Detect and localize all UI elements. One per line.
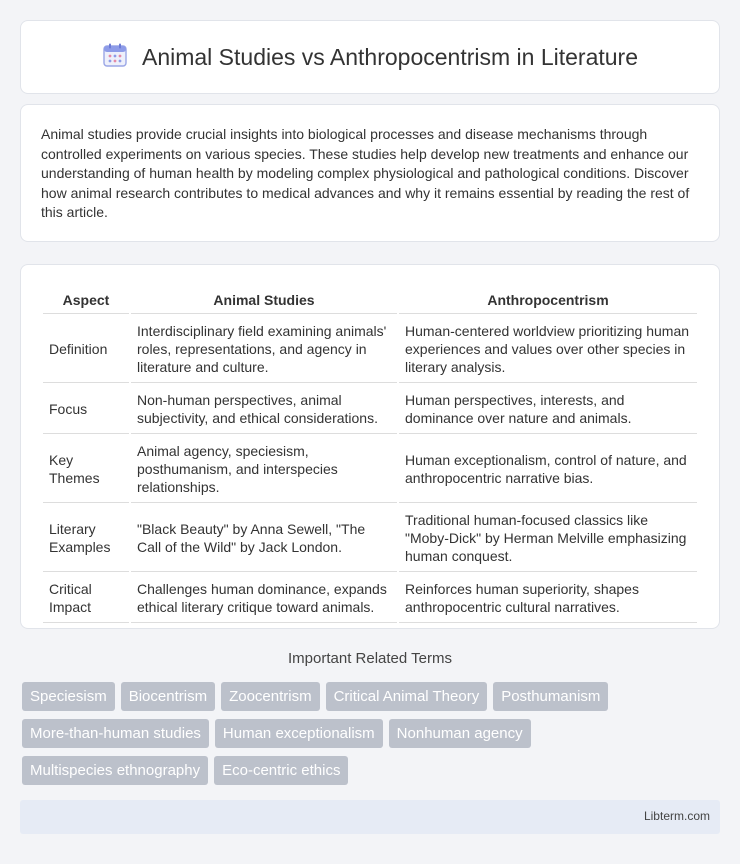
tag-human-exceptionalism[interactable]: Human exceptionalism [215, 719, 383, 748]
tag-eco-centric-ethics[interactable]: Eco-centric ethics [214, 756, 348, 785]
tag-nonhuman-agency[interactable]: Nonhuman agency [389, 719, 531, 748]
tag-more-than-human-studies[interactable]: More-than-human studies [22, 719, 209, 748]
row-animal-studies: "Black Beauty" by Anna Sewell, "The Call of the Wild" by Jack London. [131, 505, 397, 572]
comparison-table [41, 285, 699, 625]
row-anthropocentrism: Human exceptionalism, control of nature, and anthropocentric narrative bias. [399, 436, 697, 503]
row-aspect: Definition [43, 316, 129, 383]
table-row [43, 385, 697, 434]
row-anthropocentrism: Traditional human-focused classics like "Moby-Dick" by Herman Melville emphasizing human conquest. [399, 505, 697, 572]
tag-multispecies-ethnography[interactable]: Multispecies ethnography [22, 756, 208, 785]
header-anthropocentrism: Anthropocentrism [399, 287, 697, 314]
header-aspect: Aspect [43, 287, 129, 314]
related-terms-list [22, 682, 722, 785]
table-row [43, 574, 697, 623]
row-anthropocentrism: Reinforces human superiority, shapes anthropocentric cultural narratives. [399, 574, 697, 623]
footer [20, 800, 720, 834]
row-aspect: Critical Impact [43, 574, 129, 623]
table-row [43, 505, 697, 572]
row-aspect: Focus [43, 385, 129, 434]
comparison-card [20, 264, 720, 629]
row-anthropocentrism: Human-centered worldview prioritizing human experiences and values over other species in literary analysis. [399, 316, 697, 383]
table-row [43, 316, 697, 383]
row-animal-studies: Non-human perspectives, animal subjectivity, and ethical considerations. [131, 385, 397, 434]
footer-brand-link[interactable]: Libterm.com [643, 809, 710, 823]
header-animal-studies: Animal Studies [131, 287, 397, 314]
header-card [20, 20, 720, 94]
page-title: Animal Studies vs Anthropocentrism in Literature [141, 43, 639, 70]
tag-speciesism[interactable]: Speciesism [22, 682, 115, 711]
tag-biocentrism[interactable]: Biocentrism [121, 682, 215, 711]
table-header-row [43, 287, 697, 314]
row-aspect: Key Themes [43, 436, 129, 503]
intro-card [20, 104, 720, 242]
row-animal-studies: Interdisciplinary field examining animals' roles, representations, and agency in literature and culture. [131, 316, 397, 383]
tag-zoocentrism[interactable]: Zoocentrism [221, 682, 320, 711]
row-animal-studies: Challenges human dominance, expands ethical literary critique toward animals. [131, 574, 397, 623]
row-aspect: Literary Examples [43, 505, 129, 572]
tag-critical-animal-theory[interactable]: Critical Animal Theory [326, 682, 488, 711]
intro-text: Animal studies provide crucial insights into biological processes and disease mechanisms through controlled experiments on various species. These studies help develop new treatments and enhance our understanding of human health by modeling complex physiological and pathological conditions. Discover how animal research contributes to medical advances and why it remains essential by reading the rest of this article. [41, 126, 690, 221]
row-anthropocentrism: Human perspectives, interests, and dominance over nature and animals. [399, 385, 697, 434]
tag-posthumanism[interactable]: Posthumanism [493, 682, 608, 711]
row-animal-studies: Animal agency, speciesism, posthumanism, and interspecies relationships. [131, 436, 397, 503]
table-row [43, 436, 697, 503]
related-terms-title: Important Related Terms [288, 650, 452, 667]
calendar-icon [102, 42, 128, 73]
